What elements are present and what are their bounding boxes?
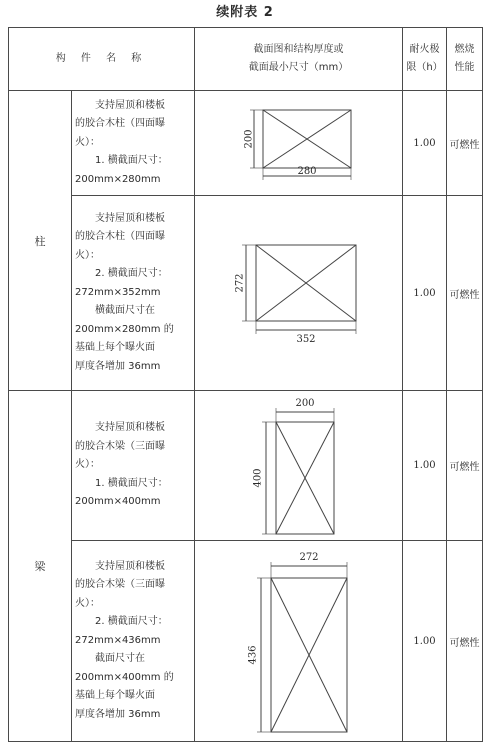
member-description: 支持屋顶和楼板 的胶合木柱（四面曝 火）： 1. 横截面尺寸： 200mm×280mm (72, 91, 195, 196)
header-member-name: 构 件 名 称 (9, 28, 195, 91)
fire-rating-value: 1.00 (403, 91, 447, 196)
fire-rating-value: 1.00 (403, 391, 447, 541)
header-fire-rating: 耐火极 限（h） (403, 28, 447, 91)
dimension-label-top: 200 (294, 397, 315, 409)
dimension-label-side: 272 (234, 273, 246, 293)
dimension-label-side: 200 (243, 129, 255, 149)
fire-rating-value: 1.00 (403, 541, 447, 742)
flammability-value: 可燃性 (447, 391, 483, 541)
table-row (9, 91, 483, 196)
section-diagram-cell (195, 391, 403, 541)
member-description: 支持屋顶和楼板 的胶合木柱（四面曝 火）： 2. 横截面尺寸： 272mm×352mm 横截面尺寸在 200mm×280mm 的 基础上每个曝火面 厚度各增加 36mm (72, 196, 195, 391)
member-description: 支持屋顶和楼板 的胶合木梁（三面曝 火）： 2. 横截面尺寸： 272mm×436mm 截面尺寸在 200mm×400mm 的 基础上每个曝火面 厚度各增加 36mm (72, 541, 195, 742)
section-diagram (229, 102, 369, 184)
flammability-value: 可燃性 (447, 196, 483, 391)
header-flammability: 燃烧 性能 (447, 28, 483, 91)
flammability-value: 可燃性 (447, 541, 483, 742)
dimension-label-top: 272 (298, 552, 319, 563)
section-diagram (224, 240, 374, 346)
table-row (9, 391, 483, 541)
section-diagram-cell (195, 91, 403, 196)
group-label-beam: 梁 (9, 391, 72, 742)
section-diagram (244, 395, 354, 537)
page-title: 续附表 2 (216, 5, 274, 20)
section-diagram-cell (195, 541, 403, 742)
header-section: 截面图和结构厚度或 截面最小尺寸（mm） (195, 28, 403, 91)
flammability-value: 可燃性 (447, 91, 483, 196)
member-description: 支持屋顶和楼板 的胶合木梁（三面曝 火）： 1. 横截面尺寸： 200mm×400mm (72, 391, 195, 541)
section-diagram (239, 546, 359, 736)
group-label-column: 柱 (9, 91, 72, 391)
dimension-label-side: 400 (252, 467, 264, 488)
header-row (9, 28, 483, 91)
table-row (9, 196, 483, 391)
dimension-label-bottom: 352 (295, 334, 316, 345)
section-diagram-cell (195, 196, 403, 391)
fire-rating-table (8, 27, 483, 742)
dimension-label-side: 436 (247, 645, 259, 665)
fire-rating-value: 1.00 (403, 196, 447, 391)
table-row (9, 541, 483, 742)
dimension-label-bottom: 280 (296, 166, 317, 177)
